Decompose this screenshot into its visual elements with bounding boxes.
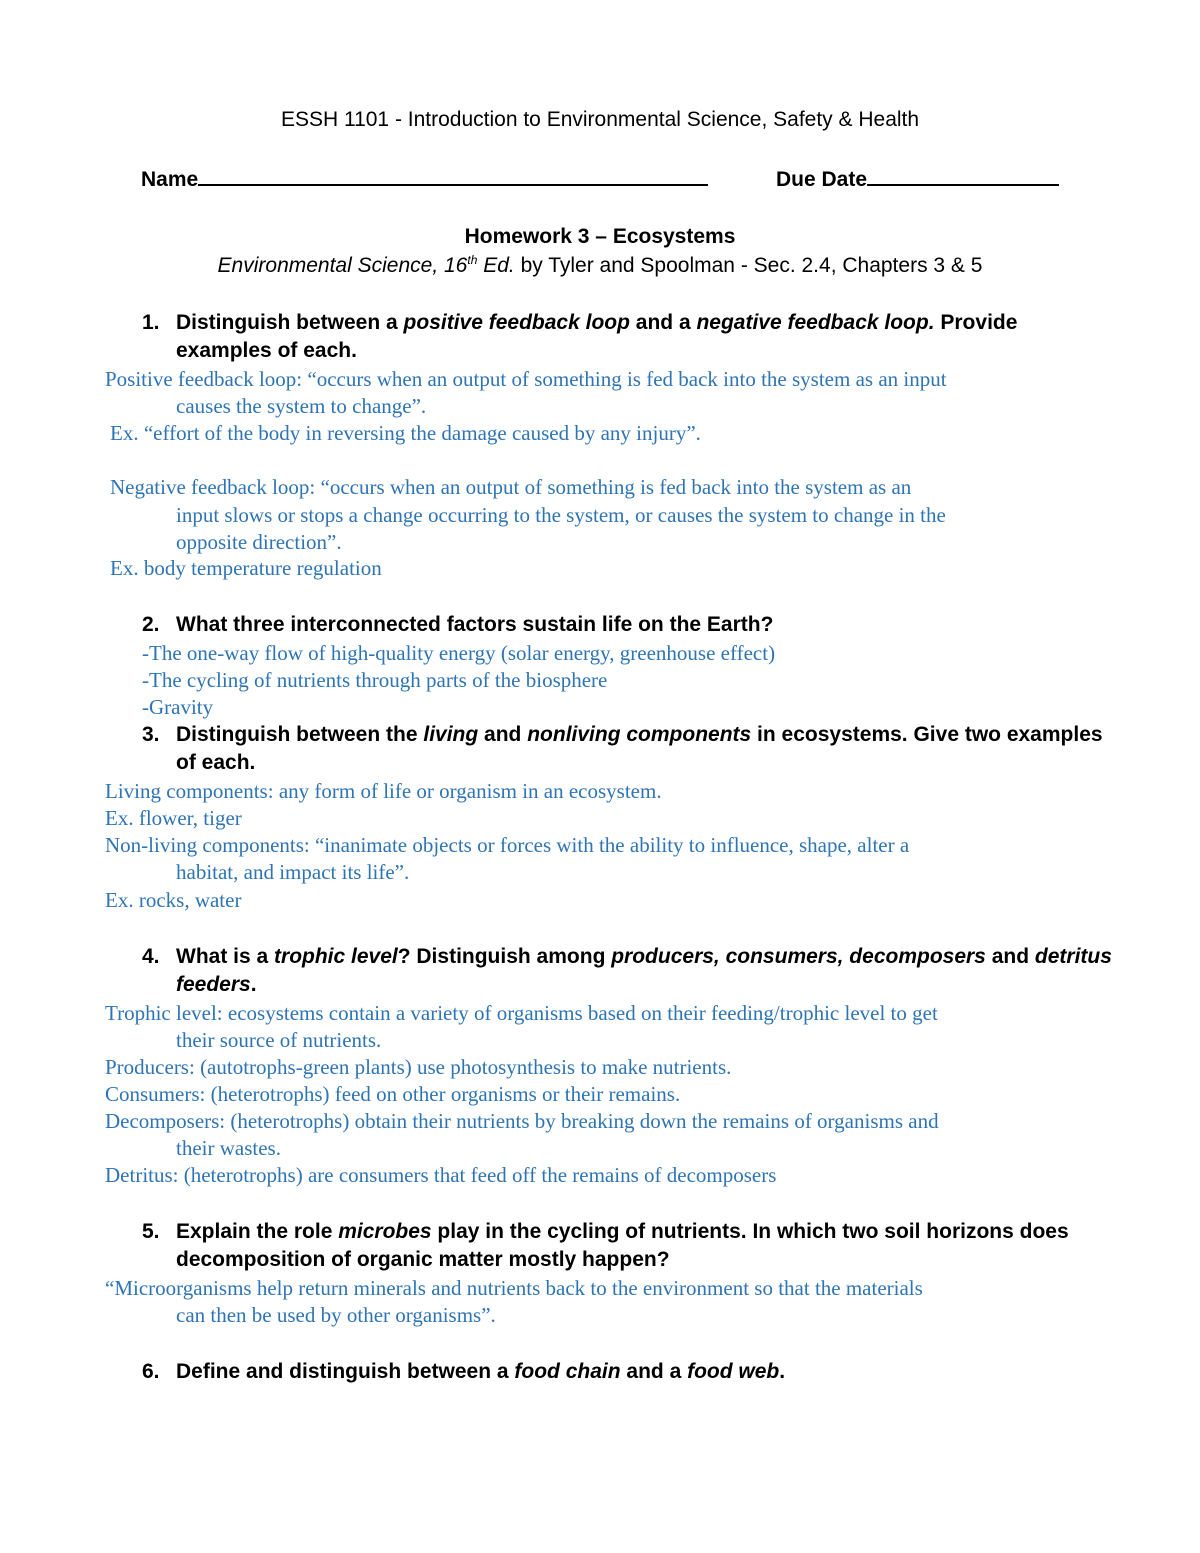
- question-number: 4.: [142, 945, 160, 968]
- answer-line: their source of nutrients.: [176, 1028, 382, 1052]
- text-run: Define and distinguish between a: [176, 1360, 515, 1383]
- text-run: Explain the role: [176, 1220, 339, 1243]
- answer-line: Producers: (autotrophs-green plants) use photosynthesis to make nutrients.: [105, 1055, 732, 1079]
- answer-line: Ex. rocks, water: [105, 888, 242, 912]
- answer-line: Non-living components: “inanimate objects or forces with the ability to influence, shape, alter a: [105, 833, 910, 857]
- answer-line: -The one-way flow of high-quality energy (solar energy, greenhouse effect): [142, 641, 776, 665]
- text-run: negative feedback loop.: [696, 311, 935, 334]
- name-label: Name: [141, 168, 199, 191]
- answer-line: Trophic level: ecosystems contain a variety of organisms based on their feeding/trophic level to get: [105, 1001, 938, 1025]
- due-date-blank: [867, 166, 1059, 186]
- text-run: and: [478, 723, 528, 746]
- question-number: 1.: [142, 311, 160, 334]
- answer-line: Ex. flower, tiger: [105, 806, 242, 830]
- question-text: [176, 723, 1103, 747]
- name-blank: [198, 166, 708, 186]
- answer-line: Negative feedback loop: “occurs when an output of something is fed back into the system as an: [110, 475, 912, 499]
- text-run: and: [985, 945, 1035, 968]
- answer-line: opposite direction”.: [176, 530, 342, 554]
- text-run: and a: [620, 1360, 688, 1383]
- answer-line: Positive feedback loop: “occurs when an output of something is fed back into the system as an input: [105, 367, 947, 391]
- answer-line: Consumers: (heterotrophs) feed on other organisms or their remains.: [105, 1082, 681, 1106]
- text-run: producers, consumers, decomposers: [611, 945, 986, 968]
- textbook-reference: [0, 253, 1200, 278]
- answer-line: habitat, and impact its life”.: [176, 860, 410, 884]
- answer-line: their wastes.: [176, 1136, 281, 1160]
- answer-line: Ex. “effort of the body in reversing the damage caused by any injury”.: [110, 421, 701, 445]
- text-run: .: [779, 1360, 786, 1383]
- text-run: food chain: [514, 1360, 621, 1383]
- question-number: 3.: [142, 723, 160, 746]
- text-run: .: [250, 973, 257, 996]
- text-run: and a: [629, 311, 697, 334]
- text-run: play in the cycling of nutrients. In which two soil horizons does: [431, 1220, 1069, 1243]
- question-text: [176, 311, 1017, 335]
- answer-line: “Microorganisms help return minerals and nutrients back to the environment so that the materials: [105, 1276, 923, 1300]
- question-text: [176, 1220, 1069, 1244]
- text-run: positive feedback loop: [403, 311, 630, 334]
- question-number: 6.: [142, 1360, 160, 1383]
- text-run: detritus: [1034, 945, 1112, 968]
- homework-title: Homework 3 – Ecosystems: [464, 225, 736, 248]
- answer-line: Detritus: (heterotrophs) are consumers that feed off the remains of decomposers: [105, 1163, 777, 1187]
- text-run: Provide: [934, 311, 1018, 334]
- text-run: living: [423, 723, 479, 746]
- question-text: What three interconnected factors sustain life on the Earth?: [176, 613, 774, 636]
- text-run: ? Distinguish among: [397, 945, 612, 968]
- question-text: [176, 1360, 785, 1384]
- text-run: in ecosystems. Give two examples: [751, 723, 1103, 746]
- answer-line: can then be used by other organisms”.: [176, 1303, 496, 1327]
- text-run: microbes: [338, 1220, 432, 1243]
- question-number: 5.: [142, 1220, 160, 1243]
- answer-line: -The cycling of nutrients through parts of the biosphere: [142, 668, 608, 692]
- answer-line: -Gravity: [142, 695, 214, 719]
- name-line: [141, 166, 708, 192]
- text-run: Distinguish between the: [176, 723, 424, 746]
- question-text-cont: examples of each.: [176, 339, 357, 362]
- question-text-cont: decomposition of organic matter mostly happen?: [176, 1248, 670, 1271]
- course-title: ESSH 1101 - Introduction to Environmental Science, Safety & Health: [280, 108, 920, 131]
- due-date-label: Due Date: [776, 168, 868, 191]
- text-run: What is a: [176, 945, 275, 968]
- answer-line: Ex. body temperature regulation: [110, 556, 382, 580]
- book-title: Environmental Science, 16: [217, 254, 468, 277]
- question-number: 2.: [142, 613, 160, 636]
- text-run: Distinguish between a: [176, 311, 404, 334]
- text-run: food web: [687, 1360, 780, 1383]
- text-run: feeders: [176, 973, 251, 996]
- question-text-cont: of each.: [176, 751, 256, 774]
- book-edition-sup: th: [467, 253, 478, 267]
- answer-line: Decomposers: (heterotrophs) obtain their nutrients by breaking down the remains of organisms and: [105, 1109, 939, 1133]
- answer-line: Living components: any form of life or organism in an ecosystem.: [105, 779, 662, 803]
- answer-line: input slows or stops a change occurring to the system, or causes the system to change in the: [176, 503, 946, 527]
- question-text-cont: [176, 973, 257, 997]
- book-edition: Ed.: [477, 254, 515, 277]
- book-authors: by Tyler and Spoolman - Sec. 2.4, Chapters 3 & 5: [514, 254, 983, 277]
- text-run: nonliving components: [527, 723, 752, 746]
- question-text: [176, 945, 1112, 969]
- due-date-line: [776, 166, 1059, 192]
- text-run: trophic level: [274, 945, 398, 968]
- answer-line: causes the system to change”.: [176, 394, 427, 418]
